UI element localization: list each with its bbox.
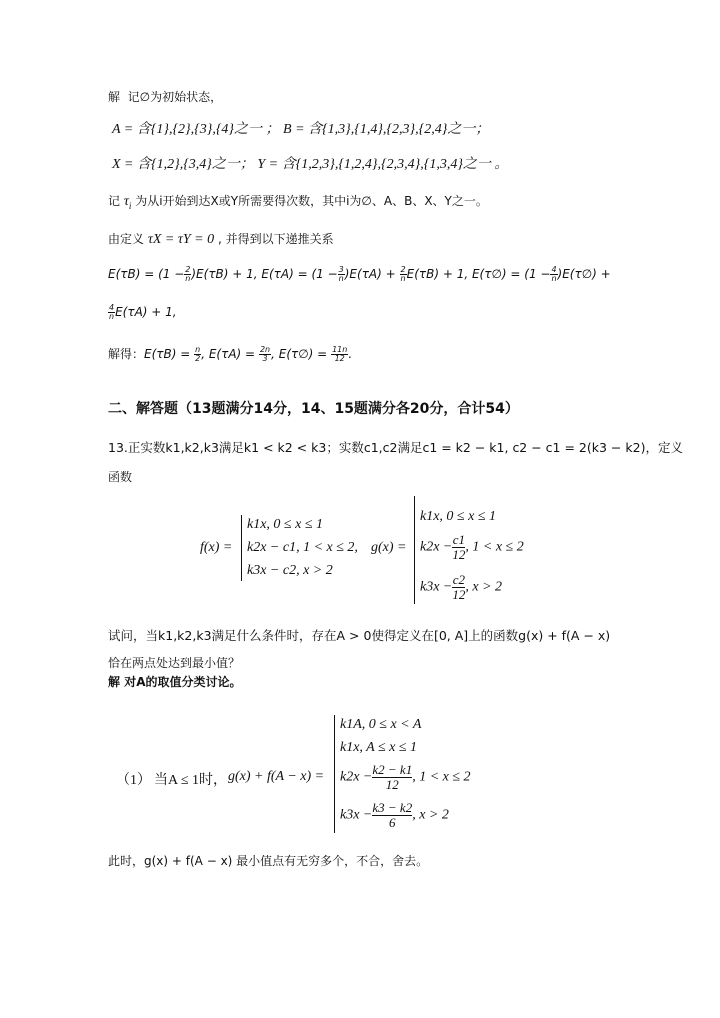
question-line-1: 试问，当k1,k2,k3满足什么条件时，存在A > 0使得定义在[0, A]上的函数g(x) + f(A − x) bbox=[108, 628, 611, 643]
set-definition-a-b: A = 含{1},{2},{3},{4}之一 ； B = 含{1,3},{1,4},{2,3},{2,4}之一； bbox=[112, 122, 490, 137]
g-brace bbox=[414, 496, 415, 604]
case-1-piece-4: k3x − $\frac{k3 - k2}{6}$ , x > 2 bbox=[340, 800, 449, 830]
case-1-lhs: g(x) + f(A − x) = bbox=[228, 769, 325, 784]
f-case-1: k1x, 0 ≤ x ≤ 1 bbox=[247, 517, 324, 532]
tau-zero-line bbox=[108, 230, 334, 248]
recurrence-part-3: )E(τA) + bbox=[344, 267, 396, 281]
discussion-text: 对A的取值分类讨论。 bbox=[124, 675, 242, 689]
tau-symbol: $\tau_i$ bbox=[123, 194, 132, 211]
g-case-1: k1x, 0 ≤ x ≤ 1 bbox=[420, 509, 497, 524]
case-1-label: （1） bbox=[116, 773, 151, 788]
f-lhs: f(x) = bbox=[200, 540, 233, 555]
fraction-3-over-n: $\frac{3}{n}$ bbox=[338, 265, 344, 283]
solution-label: 解 bbox=[108, 90, 121, 104]
fraction-2n-over-3: $\frac{2n}{3}$ bbox=[259, 345, 271, 363]
case-1-piece-2: k1x, A ≤ x ≤ 1 bbox=[340, 740, 418, 755]
tau-def-prefix: 记 bbox=[108, 194, 121, 208]
discussion-label: 解 bbox=[108, 675, 121, 689]
f-brace bbox=[241, 515, 242, 581]
recurrence-part-6: E(τA) + 1, bbox=[115, 305, 177, 319]
question-line-2: 恰在两点处达到最小值？ bbox=[108, 656, 241, 670]
recurrence-part-1: E(τB) = (1 − bbox=[108, 267, 185, 281]
recurrence-line-2 bbox=[108, 304, 177, 321]
g-case-2: k2x − $\frac{c1}{12}$ , 1 < x ≤ 2 bbox=[420, 532, 524, 562]
fraction-4-over-n-b: $\frac{4}{n}$ bbox=[109, 303, 115, 321]
solution-result-label: 解得： bbox=[108, 347, 145, 361]
fraction-n-over-2: $\frac{n}{2}$ bbox=[195, 345, 201, 363]
solution-intro bbox=[108, 88, 222, 105]
solution-result: 解得：E(τB) = $\frac{n}{2}$ , E(τA) = $\frac{2n}{3}$ , E(τ∅) = $\frac{11n}{12}$ . bbox=[108, 345, 353, 363]
fraction-2-over-n-b: $\frac{2}{n}$ bbox=[400, 265, 406, 283]
problem-13-line-2: 函数 bbox=[108, 470, 133, 484]
recurrence-part-5: )E(τ∅) + bbox=[557, 267, 611, 281]
g-lhs: g(x) = bbox=[371, 540, 407, 555]
problem-13-line-1: 13.正实数k1,k2,k3满足k1 < k2 < k3；实数c1,c2满足c1 = k2 − k1, c2 − c1 = 2(k3 − k2)，定义 bbox=[108, 440, 683, 455]
case-1-conclusion: 此时，g(x) + f(A − x) 最小值点有无穷多个，不合，舍去。 bbox=[108, 854, 429, 868]
solution-intro-text: 记∅为初始状态， bbox=[127, 90, 223, 104]
recurrence-part-4: E(τB) + 1, E(τ∅) = (1 − bbox=[406, 267, 551, 281]
tau-definition bbox=[108, 192, 488, 211]
g-case-3: k3x − $\frac{c2}{12}$ , x > 2 bbox=[420, 572, 503, 602]
tau-zero-prefix: 由定义 bbox=[108, 232, 145, 246]
case-1-brace bbox=[334, 715, 335, 833]
recurrence-part-2: )E(τB) + 1, E(τA) = (1 − bbox=[191, 267, 338, 281]
f-case-3: k3x − c2, x > 2 bbox=[247, 563, 333, 578]
tau-def-suffix: 为从i开始到达X或Y所需要得次数，其中i为∅、A、B、X、Y之一。 bbox=[135, 194, 488, 208]
case-1-condition: 当A ≤ 1时， bbox=[154, 773, 228, 788]
tau-zero-formula: τX = τY = 0 bbox=[147, 232, 215, 247]
f-case-2: k2x − c1, 1 < x ≤ 2, bbox=[247, 540, 358, 555]
tau-zero-suffix: , 并得到以下递推关系 bbox=[217, 232, 334, 246]
case-1-piece-3: k2x − $\frac{k2 - k1}{12}$ , 1 < x ≤ 2 bbox=[340, 762, 471, 792]
set-definition-x-y: X = 含{1,2},{3,4}之一； Y = 含{1,2,3},{1,2,4},{2,3,4},{1,3,4}之一 。 bbox=[112, 157, 509, 172]
fraction-4-over-n: $\frac{4}{n}$ bbox=[551, 265, 557, 283]
recurrence-line-1 bbox=[108, 266, 611, 283]
section-heading: 二、解答题（13题满分14分，14、15题满分各20分，合计54） bbox=[108, 401, 519, 417]
discussion-line bbox=[108, 673, 242, 690]
case-1-piece-1: k1A, 0 ≤ x < A bbox=[340, 717, 422, 732]
fraction-11n-over-12: $\frac{11n}{12}$ bbox=[332, 345, 348, 363]
fraction-2-over-n: $\frac{2}{n}$ bbox=[185, 265, 191, 283]
